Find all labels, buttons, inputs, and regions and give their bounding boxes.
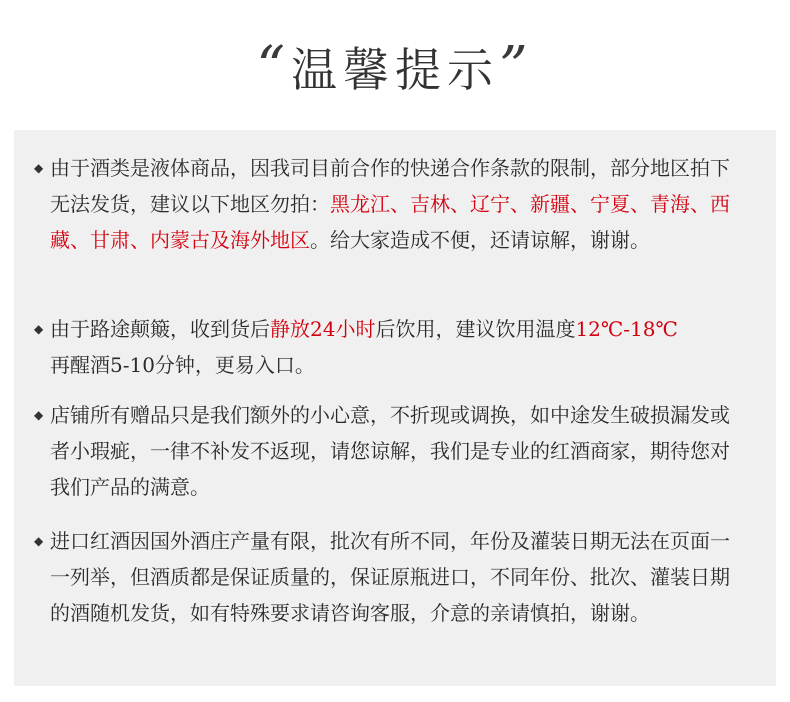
notice-text: 后饮用，建议饮用温度 (375, 317, 576, 341)
notice-item-shipping (34, 150, 740, 258)
diamond-bullet-icon: ◆ (34, 408, 44, 422)
notice-item-vintage (34, 523, 740, 631)
notice-panel (14, 130, 776, 686)
restricted-regions: 黑龙江、吉林、辽宁、新疆、宁夏、青海、西藏、甘肃、内蒙古及海外地区 (50, 192, 730, 252)
page-title (0, 28, 790, 108)
notice-text: 店铺所有赠品只是我们额外的小心意，不折现或调换，如中途发生破损漏发或者小瑕疵，一律不补发不返现，请您谅解，我们是专业的红酒商家，期待您对我们产品的满意。 (50, 403, 730, 499)
notice-item-gifts (34, 397, 740, 505)
notice-item-serving (34, 311, 740, 383)
notice-text: 由于酒类是液体商品，因我司目前合作的快递合作条款的限制，部分地区拍下无法发货，建议以下地区勿拍： (50, 156, 730, 216)
page-title-text: 温馨提示 (291, 43, 499, 97)
notice-text: 再醒酒5-10分钟，更易入口。 (50, 353, 315, 377)
close-quote: ” (499, 35, 534, 100)
serving-temperature: 12℃-18℃ (575, 317, 678, 341)
notice-text: 。给大家造成不便，还请谅解，谢谢。 (310, 228, 650, 252)
notice-text: 进口红酒因国外酒庄产量有限，批次有所不同，年份及灌装日期无法在页面一一列举，但酒质都是保证质量的，保证原瓶进口，不同年份、批次、灌装日期的酒随机发货，如有特殊要求请咨询客服，介意的亲请慎拍，谢谢。 (50, 529, 730, 625)
diamond-bullet-icon: ◆ (34, 161, 44, 175)
diamond-bullet-icon: ◆ (34, 322, 44, 336)
notice-text: 由于路途颠簸，收到货后 (50, 317, 270, 341)
rest-duration: 静放24小时 (270, 317, 376, 341)
open-quote: “ (256, 35, 291, 100)
diamond-bullet-icon: ◆ (34, 534, 44, 548)
